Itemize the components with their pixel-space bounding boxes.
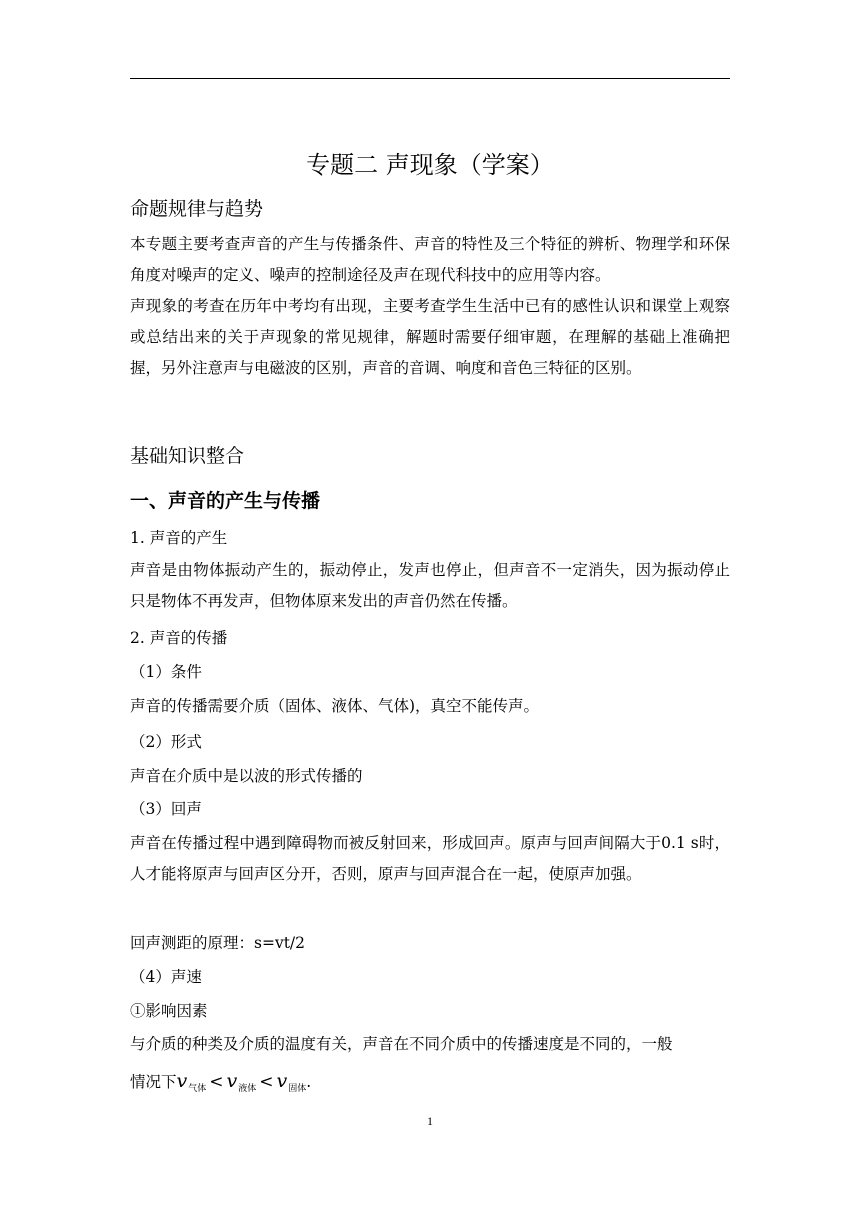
item-1-text: 声音是由物体振动产生的，振动停止，发声也停止，但声音不一定消失，因为振动停止只是物体不再发声，但物体原来发出的声音仍然在传播。 [130, 561, 730, 610]
factor-text: 与介质的种类及介质的温度有关，声音在不同介质中的传播速度是不同的，一般 [130, 1035, 673, 1053]
trends-paragraph-2: 声现象的考查在历年中考均有出现，主要考查学生生活中已有的感性认识和课堂上观察或总结出来的关于声现象的常见规律，解题时需要仔细审题，在理解的基础上准确把握，另外注意声与电磁波的区别，声音的音调、响度和音色三特征的区别。 [130, 297, 730, 377]
v-liquid: $v_{液体}$ [226, 1070, 257, 1094]
subscript-liquid: 液体 [238, 1084, 257, 1094]
speed-comparison [130, 1066, 730, 1105]
speed-title: （4）声速 [130, 968, 202, 986]
condition-text: 声音的传播需要介质（固体、液体、气体)，真空不能传声。 [130, 697, 540, 715]
condition-title: （1）条件 [130, 663, 202, 681]
subscript-solid: 固体 [288, 1084, 307, 1094]
section-heading-basics: 基础知识整合 [130, 445, 245, 467]
item-2-title: 2. 声音的传播 [130, 629, 228, 647]
page-number: 1 [427, 1114, 433, 1128]
less-than-1: < [209, 1072, 224, 1092]
v-gas: $v_{气体}$ [176, 1070, 207, 1094]
subheading-sound-production: 一、声音的产生与传播 [130, 490, 321, 512]
item-1-title: 1. 声音的产生 [130, 529, 228, 547]
echo-title: （3）回声 [130, 800, 202, 818]
echo-formula: 回声测距的原理：s=vt/2 [130, 934, 306, 952]
less-than-2: < [259, 1072, 274, 1092]
trends-paragraph-1: 本专题主要考查声音的产生与传播条件、声音的特性及三个特征的辨析、物理学和环保角度对噪声的定义、噪声的控制途径及声在现代科技中的应用等内容。 [130, 235, 730, 284]
subscript-gas: 气体 [188, 1084, 207, 1094]
header-rule [130, 78, 730, 79]
end-dot: . [306, 1073, 312, 1091]
factor-title: ①影响因素 [130, 1002, 208, 1020]
section-heading-trends: 命题规律与趋势 [130, 198, 264, 220]
echo-text: 声音在传播过程中遇到障碍物而被反射回来，形成回声。原声与回声间隔大于0.1 s时，人才能将原声与回声区分开，否则，原声与回声混合在一起，使原声加强。 [130, 834, 730, 883]
speed-comparison-lead: 情况下 [130, 1073, 177, 1091]
page-title: 专题二 声现象（学案） [306, 151, 554, 179]
v-solid: $v_{固体}$ [276, 1070, 307, 1094]
form-text: 声音在介质中是以波的形式传播的 [130, 767, 363, 785]
form-title: （2）形式 [130, 733, 202, 751]
